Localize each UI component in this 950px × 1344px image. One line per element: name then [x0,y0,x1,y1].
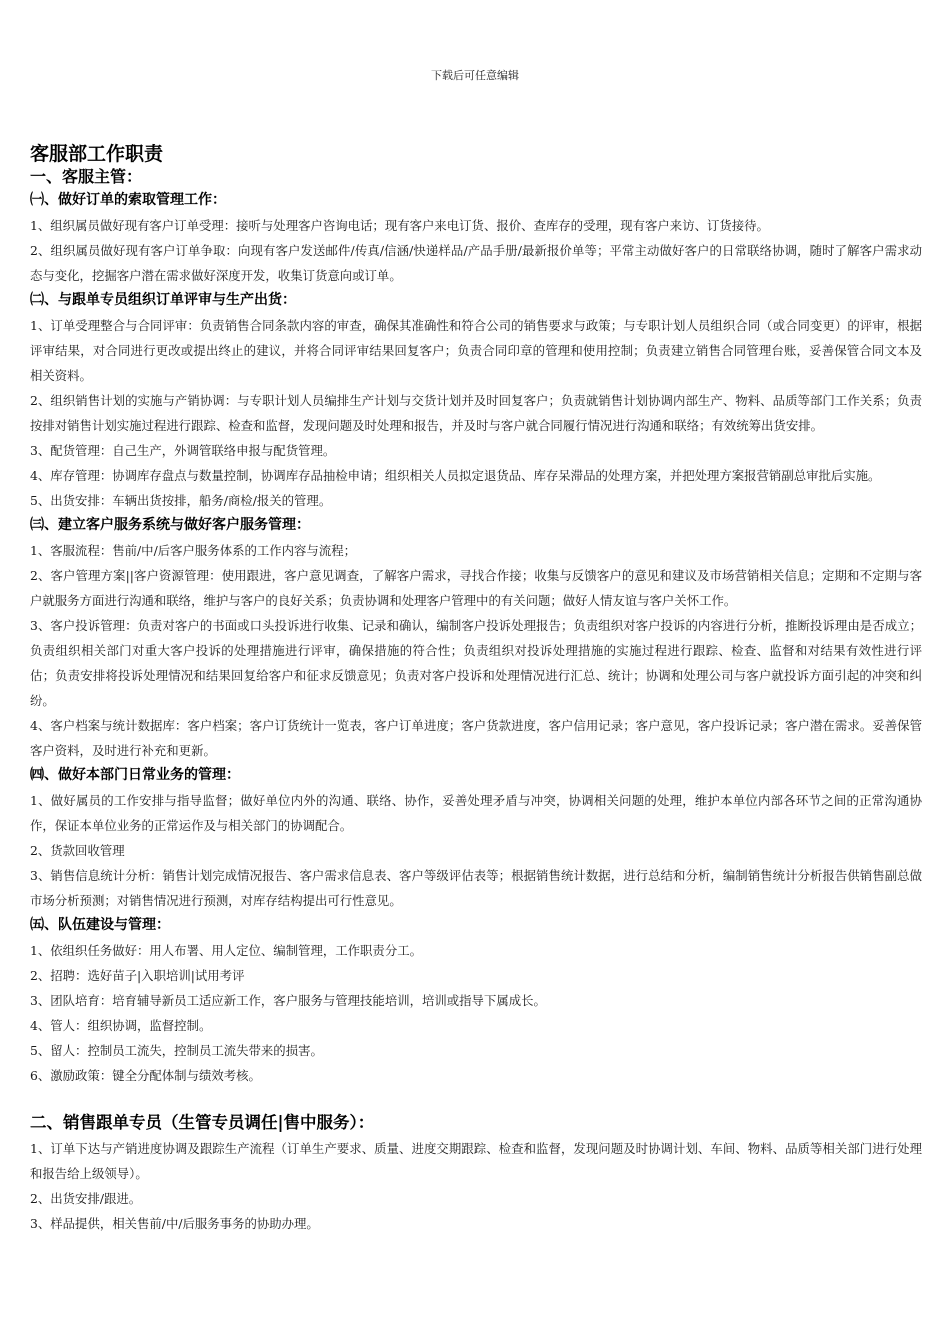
paragraph: 1、依组织任务做好：用人布署、用人定位、编制管理，工作职责分工。 [30,943,422,958]
document-title: 客服部工作职责 [30,143,164,165]
paragraph: 1、客服流程：售前/中/后客户服务体系的工作内容与流程； [30,543,356,558]
paragraph: 2、招聘：选好苗子|入职培训|试用考评 [30,968,245,983]
paragraph: 3、销售信息统计分析：销售计划完成情况报告、客户需求信息表、客户等级评估表等；根据销售统计数据，进行总结和分析，编制销售统计分析报告供销售副总做市场分析预测；对销售情况进行预测，对库存结构提出可行性意见。 [30,868,922,908]
header-note: 下载后可任意编辑 [431,69,519,82]
paragraph: 4、客户档案与统计数据库：客户档案；客户订货统计一览表，客户订单进度；客户货款进度，客户信用记录；客户意见，客户投诉记录；客户潜在需求。妥善保管客户资料，及时进行补充和更新。 [30,718,922,758]
subsection-4-title: ㈣、做好本部门日常业务的管理： [30,767,240,783]
paragraph: 3、团队培育：培育辅导新员工适应新工作，客户服务与管理技能培训，培训或指导下属成长。 [30,993,546,1008]
paragraph: 1、订单下达与产销进度协调及跟踪生产流程（订单生产要求、质量、进度交期跟踪、检查和监督，发现问题及时协调计划、车间、物料、品质等相关部门进行处理和报告给上级领导）。 [30,1141,922,1181]
paragraph: 1、做好属员的工作安排与指导监督；做好单位内外的沟通、联络、协作，妥善处理矛盾与冲突，协调相关问题的处理，维护本单位内部各环节之间的正常沟通协作，保证本单位业务的正常运作及与相关部门的协调配合。 [30,793,922,833]
section-2-title: 二、销售跟单专员（生管专员调任|售中服务）： [30,1113,375,1132]
paragraph: 4、库存管理：协调库存盘点与数量控制，协调库存品抽检申请；组织相关人员拟定退货品、库存呆滞品的处理方案，并把处理方案报营销副总审批后实施。 [30,468,881,483]
paragraph: 5、出货安排：车辆出货按排，船务/商检/报关的管理。 [30,493,332,508]
document-body [30,142,922,1236]
subsection-1-title: ㈠、做好订单的索取管理工作： [30,192,226,208]
paragraph: 5、留人：控制员工流失，控制员工流失带来的损害。 [30,1043,323,1058]
subsection-5-title: ㈤、队伍建设与管理： [30,917,170,933]
paragraph: 2、组织销售计划的实施与产销协调：与专职计划人员编排生产计划与交货计划并及时回复客户；负责就销售计划协调内部生产、物料、品质等部门工作关系；负责按排对销售计划实施过程进行跟踪、检查和监督，发现问题及时处理和报告，并及时与客户就合同履行情况进行沟通和联络；有效统筹出货安排。 [30,393,922,433]
paragraph: 4、管人：组织协调，监督控制。 [30,1018,212,1033]
subsection-3-title: ㈢、建立客户服务系统与做好客户服务管理： [30,517,310,533]
paragraph: 6、激励政策：键全分配体制与绩效考核。 [30,1068,261,1083]
paragraph: 3、客户投诉管理：负责对客户的书面或口头投诉进行收集、记录和确认，编制客户投诉处理报告；负责组织对客户投诉的内容进行分析，推断投诉理由是否成立；负责组织相关部门对重大客户投诉的处理措施进行评审，确保措施的符合性；负责组织对投诉处理措施的实施过程进行跟踪、检查、监督和对结果有效性进行评估；负责安排将投诉处理情况和结果回复给客户和征求反馈意见；负责对客户投诉和处理情况进行汇总、统计；协调和处理公司与客户就投诉方面引起的冲突和纠纷。 [30,618,922,708]
section-1-title: 一、客服主管： [30,167,143,186]
paragraph: 2、出货安排/跟进。 [30,1191,142,1206]
paragraph: 1、组织属员做好现有客户订单受理：接听与处理客户咨询电话；现有客户来电订货、报价、查库存的受理，现有客户来访、订货接待。 [30,218,769,233]
paragraph: 2、客户管理方案||客户资源管理：使用跟进，客户意见调查，了解客户需求，寻找合作接；收集与反馈客户的意见和建议及市场营销相关信息；定期和不定期与客户就服务方面进行沟通和联络，维护与客户的良好关系；负责协调和处理客户管理中的有关问题；做好人情友谊与客户关怀工作。 [30,568,922,608]
paragraph: 2、组织属员做好现有客户订单争取：向现有客户发送邮件/传真/信涵/快递样品/产品手册/最新报价单等；平常主动做好客户的日常联络协调，随时了解客户需求动态与变化，挖掘客户潜在需求做好深度开发，收集订货意向或订单。 [30,243,922,283]
paragraph: 3、配货管理：自己生产，外调管联络申报与配货管理。 [30,443,336,458]
subsection-2-title: ㈡、与跟单专员组织订单评审与生产出货： [30,292,296,308]
paragraph: 2、货款回收管理 [30,843,125,858]
paragraph: 1、订单受理整合与合同评审：负责销售合同条款内容的审查，确保其准确性和符合公司的销售要求与政策；与专职计划人员组织合同（或合同变更）的评审，根据评审结果，对合同进行更改或提出终止的建议，并将合同评审结果回复客户；负责合同印章的管理和使用控制；负责建立销售合同管理台账，妥善保管合同文本及相关资料。 [30,318,922,383]
paragraph: 3、样品提供，相关售前/中/后服务事务的协助办理。 [30,1216,319,1231]
